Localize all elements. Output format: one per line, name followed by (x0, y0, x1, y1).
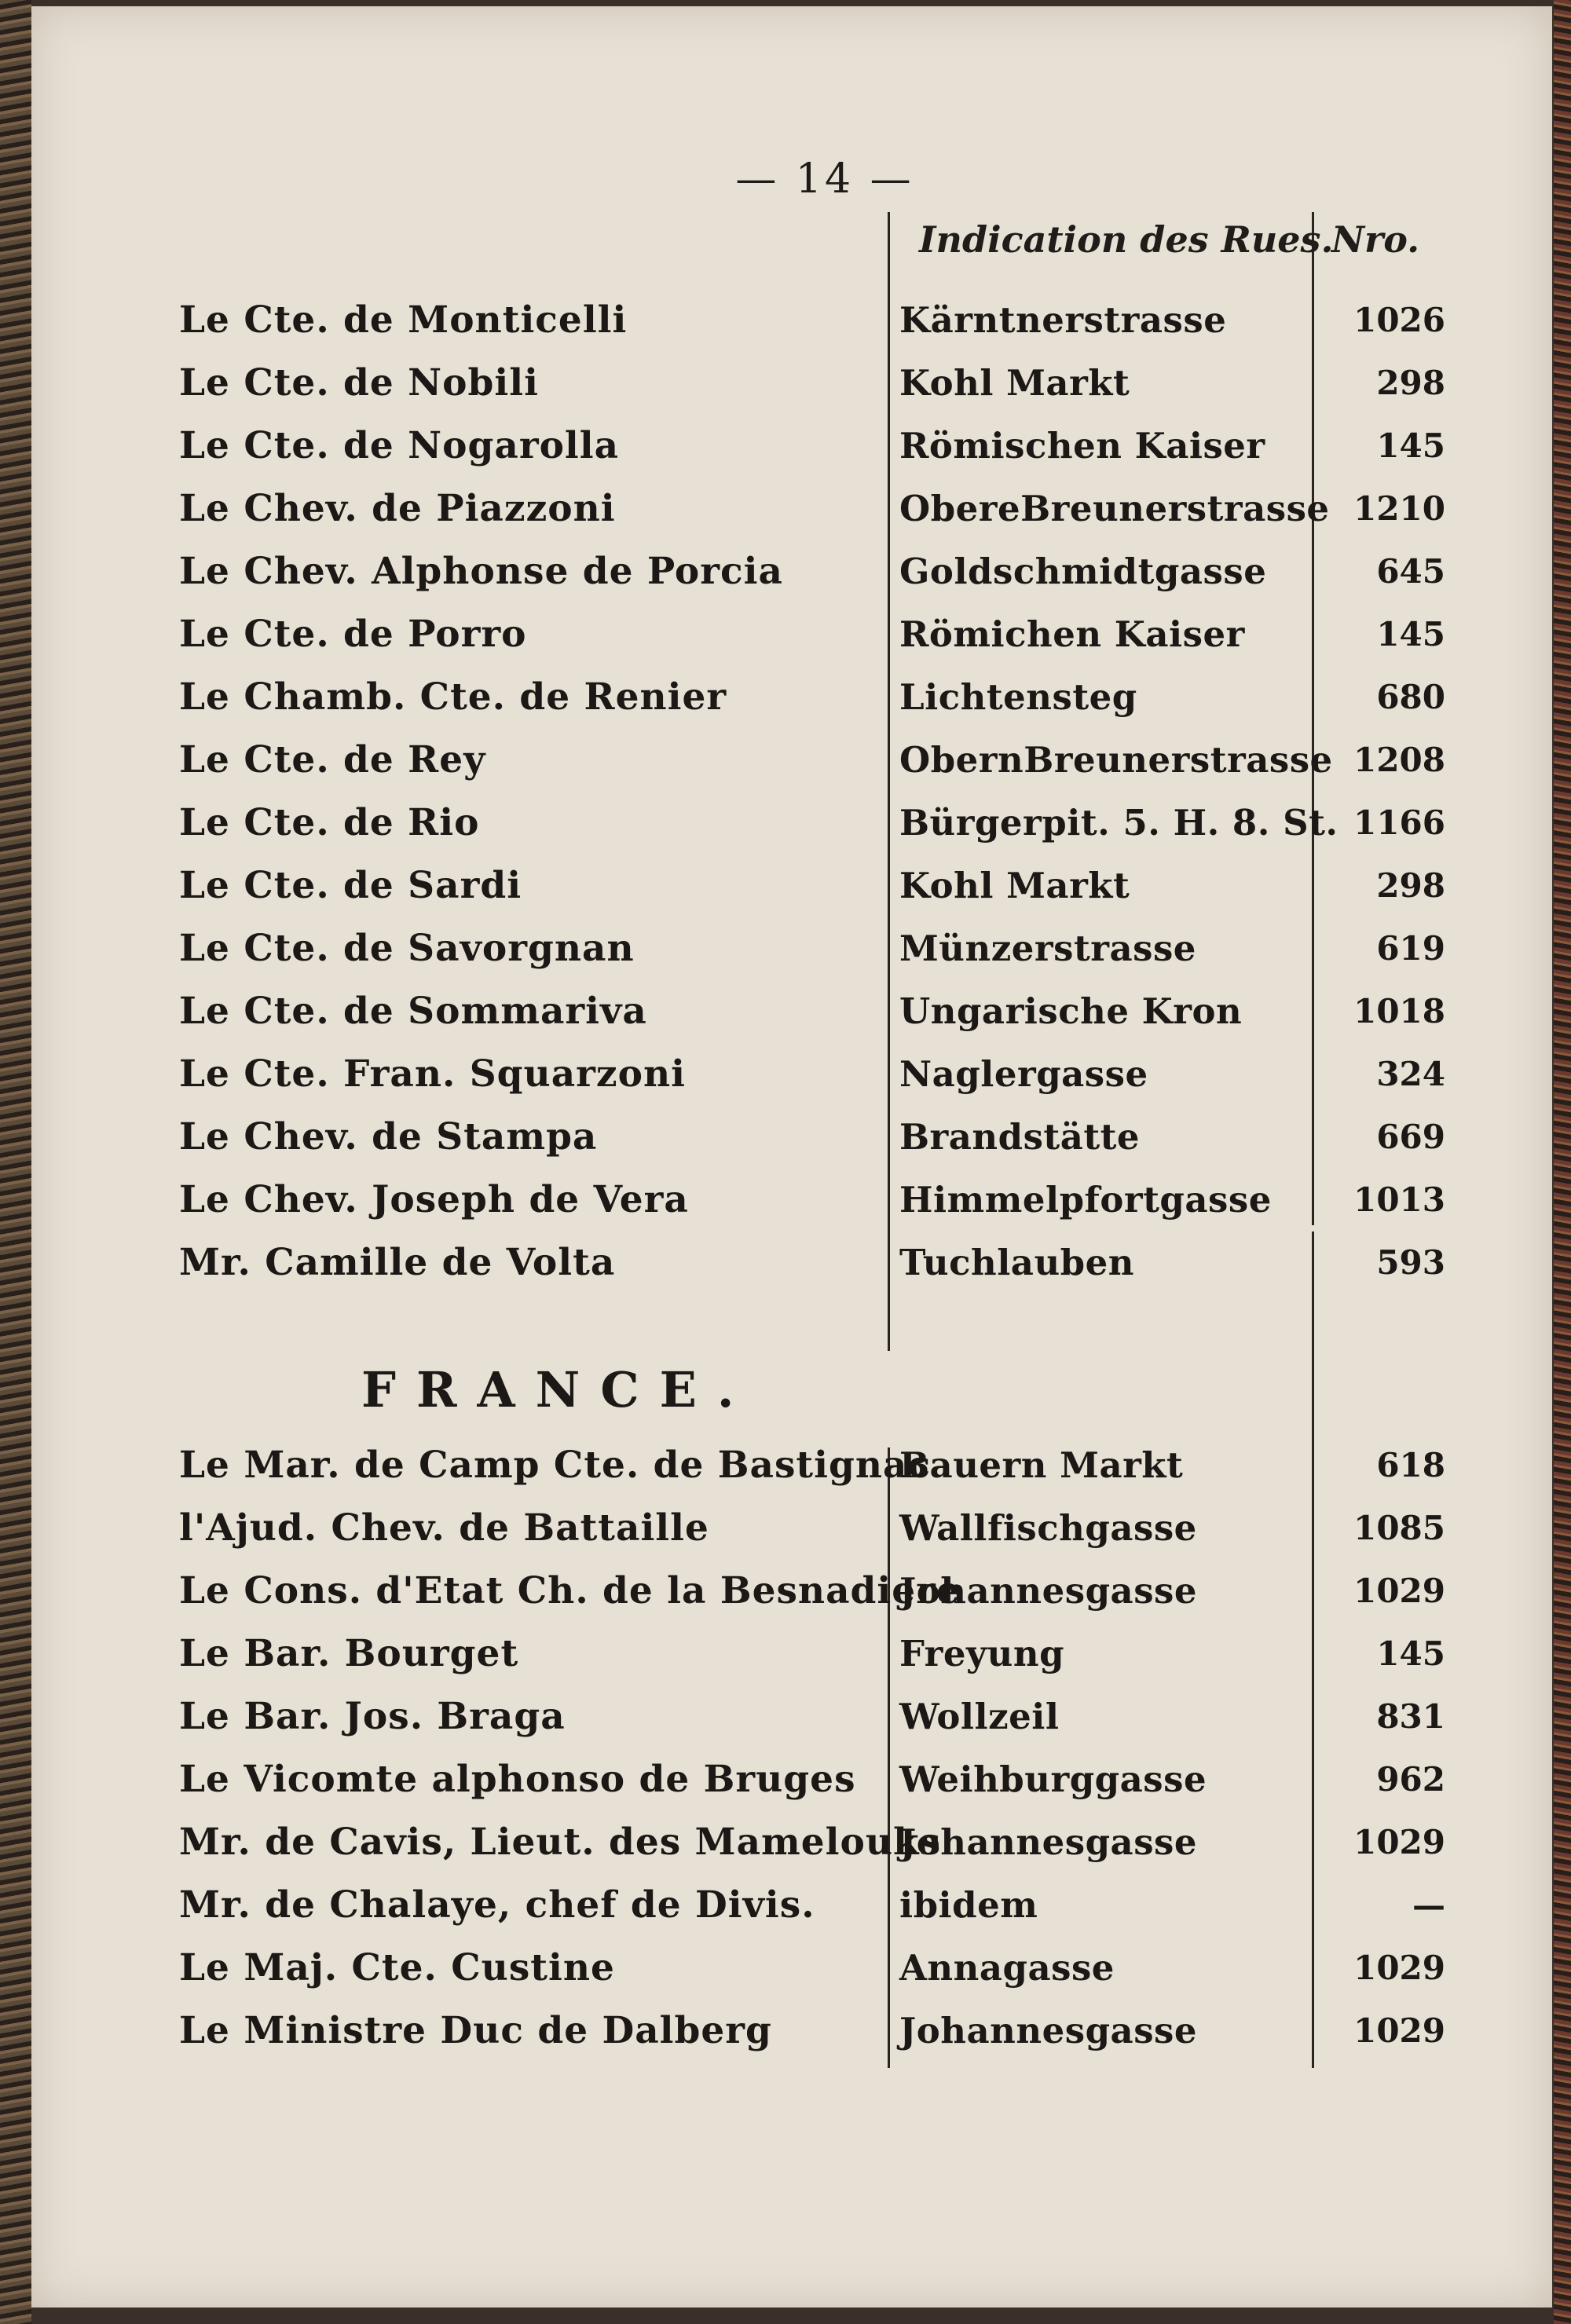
street-name: Tuchlauben (899, 1242, 1134, 1283)
person-name: Le Chamb. Cte. de Renier (179, 675, 727, 719)
street-name: Himmelpfortgasse (899, 1179, 1272, 1221)
person-name: Le Cte. de Rey (179, 738, 486, 781)
person-name: l'Ajud. Chev. de Battaille (179, 1506, 709, 1550)
table-row (31, 792, 1552, 855)
house-number: 618 (1376, 1446, 1445, 1484)
street-name: Wallfischgasse (899, 1507, 1197, 1549)
table-row (31, 352, 1552, 415)
book-edge-left (0, 0, 31, 2324)
table-row (31, 415, 1552, 478)
person-name: Mr. Camille de Volta (179, 1241, 616, 1284)
table-row (31, 289, 1552, 352)
table-row (31, 855, 1552, 917)
street-name: Annagasse (899, 1947, 1115, 1989)
house-number: 1208 (1353, 741, 1445, 779)
table-row (31, 917, 1552, 980)
person-name: Le Cte. de Porro (179, 613, 527, 656)
table-row (31, 1169, 1552, 1232)
house-number: 619 (1376, 929, 1445, 968)
house-number: 1029 (1353, 1572, 1445, 1610)
street-name: Münzerstrasse (899, 928, 1196, 969)
table-row (31, 478, 1552, 540)
street-name: Johannesgasse (899, 2010, 1198, 2051)
person-name: Le Cte. Fran. Squarzoni (179, 1052, 686, 1096)
house-number: 145 (1376, 426, 1445, 465)
person-name: Le Cons. d'Etat Ch. de la Besnadiere (179, 1569, 961, 1612)
street-name: Weihburggasse (899, 1759, 1207, 1800)
house-number: 1085 (1353, 1509, 1445, 1547)
table-row (31, 603, 1552, 666)
street-name: ibidem (899, 1884, 1038, 1926)
house-number: 1210 (1353, 489, 1445, 528)
table-row (31, 1497, 1552, 1560)
table-row (31, 1560, 1552, 1623)
table-row (31, 980, 1552, 1043)
person-name: Le Cte. de Rio (179, 801, 480, 844)
street-name: Freyung (899, 1633, 1065, 1674)
house-number: — (1412, 1886, 1445, 1924)
house-number: 831 (1376, 1697, 1445, 1736)
person-name: Le Cte. de Sardi (179, 864, 522, 907)
book-page (31, 6, 1552, 2308)
street-name: Naglergasse (899, 1053, 1148, 1095)
person-name: Le Cte. de Savorgnan (179, 927, 635, 970)
person-name: Le Bar. Jos. Braga (179, 1695, 566, 1738)
street-name: Lichtensteg (899, 676, 1137, 718)
street-name: Ungarische Kron (899, 990, 1243, 1032)
street-name: Bürgerpit. 5. H. 8. St. (899, 802, 1338, 844)
person-name: Le Cte. de Monticelli (179, 298, 628, 342)
person-name: Le Mar. de Camp Cte. de Bastignac (179, 1444, 932, 1487)
table-row (31, 729, 1552, 792)
table-row (31, 1232, 1552, 1294)
book-edge-right (1554, 0, 1571, 2324)
house-number: 298 (1376, 866, 1445, 905)
person-name: Le Cte. de Sommariva (179, 990, 647, 1033)
person-name: Le Cte. de Nogarolla (179, 424, 620, 467)
table-row (31, 1874, 1552, 1937)
person-name: Mr. de Cavis, Lieut. des Mamelouks (179, 1821, 942, 1864)
person-name: Le Ministre Duc de Dalberg (179, 2009, 772, 2052)
street-name: Goldschmidtgasse (899, 551, 1267, 592)
house-number: 1018 (1353, 992, 1445, 1030)
table-row (31, 1434, 1552, 1497)
street-name: Römichen Kaiser (899, 613, 1245, 655)
person-name: Le Cte. de Nobili (179, 361, 539, 404)
table-row (31, 1623, 1552, 1685)
street-name: Kärntnerstrasse (899, 299, 1227, 341)
house-number: 669 (1376, 1118, 1445, 1156)
person-name: Le Maj. Cte. Custine (179, 1946, 615, 1989)
house-number: 1166 (1353, 803, 1445, 842)
house-number: 298 (1376, 364, 1445, 402)
street-name: Bauern Markt (899, 1444, 1184, 1486)
section-title-france: FRANCE. (361, 1361, 755, 1418)
house-number: 145 (1376, 1634, 1445, 1673)
house-number: 1013 (1353, 1180, 1445, 1219)
house-number: 593 (1376, 1243, 1445, 1282)
person-name: Le Chev. Joseph de Vera (179, 1178, 689, 1221)
person-name: Le Chev. de Piazzoni (179, 487, 616, 530)
street-name: Kohl Markt (899, 362, 1130, 404)
page-number: — 14 — (735, 156, 914, 203)
person-name: Le Chev. Alphonse de Porcia (179, 550, 783, 593)
house-number: 1029 (1353, 1949, 1445, 1987)
house-number: 324 (1376, 1055, 1445, 1093)
table-row (31, 666, 1552, 729)
house-number: 962 (1376, 1760, 1445, 1799)
header-rues: Indication des Rues. (919, 218, 1334, 261)
street-name: Wollzeil (899, 1696, 1060, 1737)
street-name: Johannesgasse (899, 1570, 1198, 1612)
table-row (31, 1043, 1552, 1106)
house-number: 645 (1376, 552, 1445, 591)
table-row (31, 1106, 1552, 1169)
table-row (31, 540, 1552, 603)
person-name: Le Bar. Bourget (179, 1632, 519, 1675)
house-number: 680 (1376, 678, 1445, 716)
street-name: Johannesgasse (899, 1821, 1198, 1863)
street-name: ObernBreunerstrasse (899, 739, 1333, 781)
table-row (31, 1748, 1552, 1811)
house-number: 1026 (1353, 301, 1445, 339)
street-name: ObereBreunerstrasse (899, 488, 1330, 529)
street-name: Brandstätte (899, 1116, 1141, 1158)
header-nro: Nro. (1331, 218, 1420, 261)
house-number: 1029 (1353, 2011, 1445, 2050)
table-row (31, 2000, 1552, 2062)
street-name: Kohl Markt (899, 865, 1130, 906)
table-row (31, 1685, 1552, 1748)
person-name: Le Chev. de Stampa (179, 1115, 598, 1158)
house-number: 1029 (1353, 1823, 1445, 1861)
table-row (31, 1811, 1552, 1874)
person-name: Le Vicomte alphonso de Bruges (179, 1758, 856, 1801)
table-row (31, 1937, 1552, 2000)
house-number: 145 (1376, 615, 1445, 653)
person-name: Mr. de Chalaye, chef de Divis. (179, 1883, 815, 1927)
street-name: Römischen Kaiser (899, 425, 1265, 467)
